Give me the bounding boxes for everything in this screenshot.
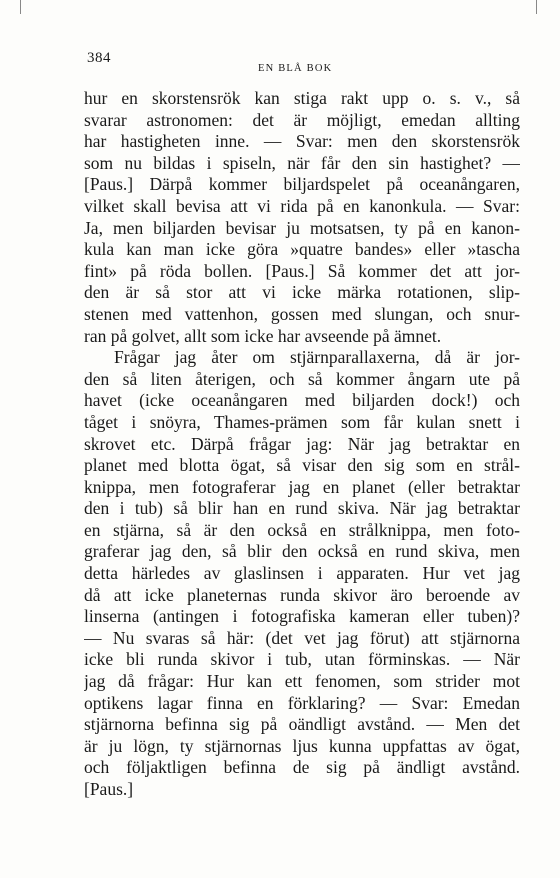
text-line: är ju lögn, ty stjärnornas ljus kunna uppfattas av ögat, bbox=[84, 735, 520, 756]
text-line: havet (icke oceanångaren med biljarden dock!) och bbox=[84, 390, 520, 411]
text-line: tåget i snöyra, Thames-prämen som får kulan snett i bbox=[84, 411, 520, 432]
text-line: planet med blotta ögat, så visar den sig som en strål- bbox=[84, 455, 520, 476]
text-line: [Paus.] Därpå kommer biljardspelet på oceanångaren, bbox=[84, 174, 520, 195]
text-line: jag då frågar: Hur kan ett fenomen, som strider mot bbox=[84, 671, 520, 692]
page-number: 384 bbox=[87, 50, 111, 66]
text-line: som nu bildas i spiseln, när får den sin hastighet? — bbox=[84, 152, 520, 173]
body-text bbox=[84, 88, 520, 801]
text-line: detta härledes av glaslinsen i apparaten. Hur vet jag bbox=[84, 563, 520, 584]
text-line: kula kan man icke göra »quatre bandes» eller »tascha bbox=[84, 239, 520, 260]
scan-edge-mark bbox=[20, 0, 21, 14]
text-line: stenen med vattenhon, gossen med slungan, och snur- bbox=[84, 303, 520, 324]
text-line: linserna (antingen i fotografiska kameran eller tuben)? bbox=[84, 606, 520, 627]
text-line: graferar jag den, så blir den också en rund skiva, men bbox=[84, 541, 520, 562]
text-line: knippa, men fotograferar jag en planet (eller betraktar bbox=[84, 476, 520, 497]
text-line: svarar astronomen: det är möjligt, emedan allting bbox=[84, 109, 520, 130]
text-line: ran på golvet, allt som icke har avseende på ämnet. bbox=[84, 325, 442, 346]
text-line: icke bli runda skivor i tub, utan förminskas. — När bbox=[84, 649, 520, 670]
running-head: EN BLÅ BOK bbox=[258, 63, 333, 74]
text-line: stjärnorna befinna sig på oändligt avstånd. — Men det bbox=[84, 714, 520, 735]
text-line: skrovet etc. Därpå frågar jag: När jag betraktar en bbox=[84, 433, 520, 454]
text-line: optikens lagar finna en förklaring? — Svar: Emedan bbox=[84, 692, 520, 713]
text-line: då att icke planeternas runda skivor äro beroende av bbox=[84, 584, 520, 605]
text-line: den så liten återigen, och så kommer ångarn ute på bbox=[84, 368, 520, 389]
text-line: den är så stor att vi icke märka rotationen, slip- bbox=[84, 282, 520, 303]
text-line: den i tub) så blir han en rund skiva. När jag betraktar bbox=[84, 498, 520, 519]
text-line: fint» på röda bollen. [Paus.] Så kommer det att jor- bbox=[84, 260, 520, 281]
text-line: Ja, men biljarden bevisar ju motsatsen, ty på en kanon- bbox=[84, 217, 520, 238]
text-line: en stjärna, så är den också en strålknippa, men foto- bbox=[84, 519, 520, 540]
text-line: Frågar jag åter om stjärnparallaxerna, då är jor- bbox=[114, 347, 520, 368]
text-line: hur en skorstensrök kan stiga rakt upp o. s. v., så bbox=[84, 88, 520, 108]
scan-edge-mark bbox=[536, 0, 537, 14]
text-line: [Paus.] bbox=[84, 779, 134, 799]
text-line: och följaktligen befinna de sig på ändligt avstånd. bbox=[84, 757, 520, 778]
text-line: har hastigheten inne. — Svar: men den skorstensrök bbox=[84, 131, 520, 152]
text-line: vilket skall bevisa att vi rida på en kanonkula. — Svar: bbox=[84, 195, 520, 216]
text-line: — Nu svaras så här: (det vet jag förut) att stjärnorna bbox=[84, 627, 520, 648]
